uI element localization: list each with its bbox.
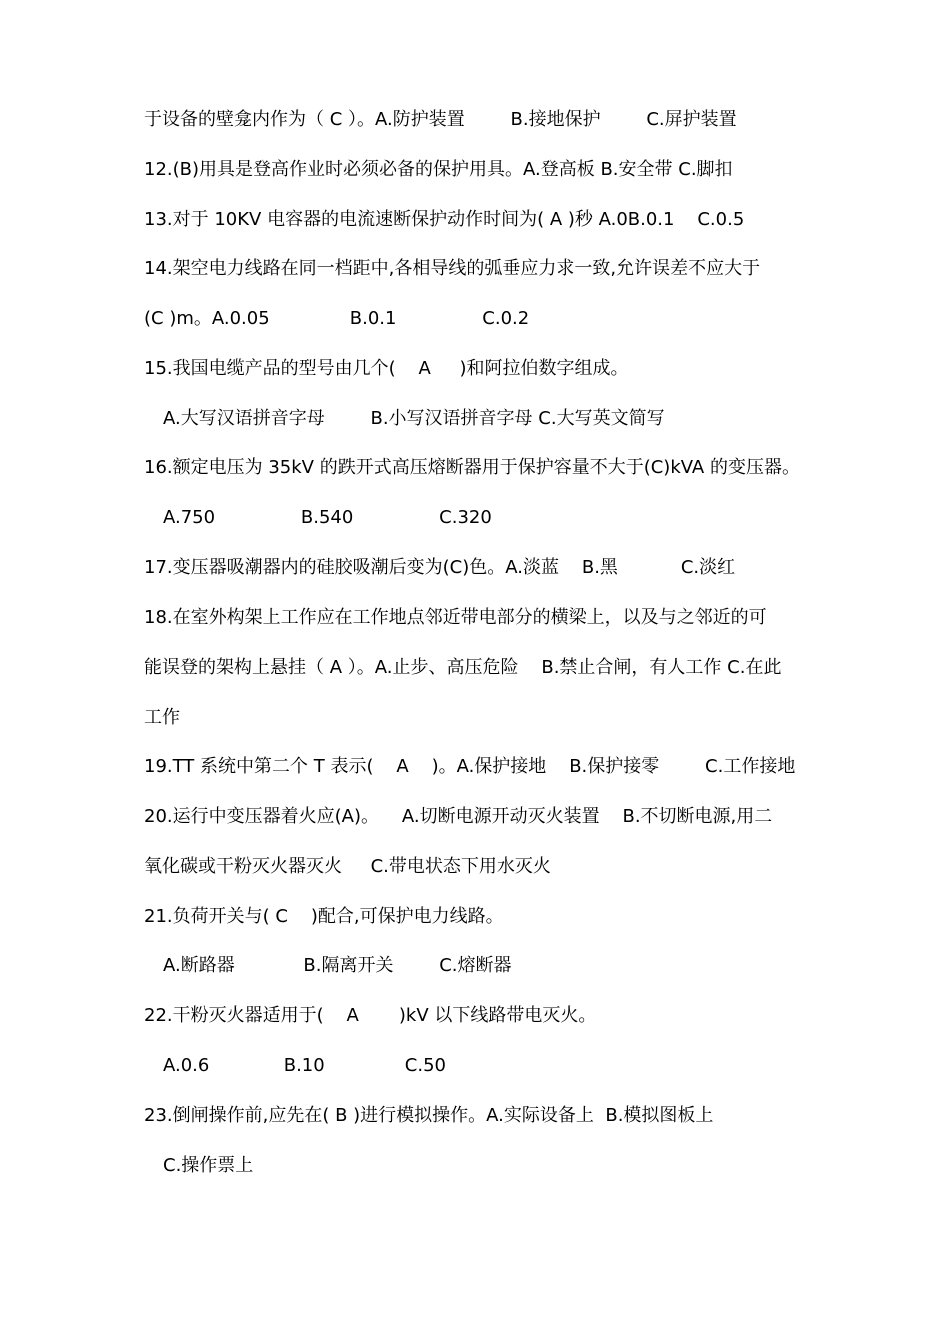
- question-22: 22.干粉灭火器适用于( A )kV 以下线路带电灭火。: [144, 1005, 597, 1026]
- question-19: 19.TT 系统中第二个 T 表示( A )。A.保护接地 B.保护接零 C.工作接地: [144, 756, 796, 777]
- question-16-options: A.750 B.540 C.320: [163, 507, 492, 528]
- question-16: 16.额定电压为 35kV 的跌开式高压熔断器用于保护容量不大于(C)kVA 的变压器。: [144, 457, 800, 478]
- question-20-cont: 氧化碳或干粉灭火器灭火 C.带电状态下用水灭火: [144, 856, 551, 877]
- question-22-options: A.0.6 B.10 C.50: [163, 1055, 446, 1076]
- question-18-cont: 能误登的架构上悬挂（ A ）。A.止步、高压危险 B.禁止合闸，有人工作 C.在此: [144, 657, 782, 678]
- question-18-cont: 工作: [144, 707, 180, 728]
- question-13: 13.对于 10KV 电容器的电流速断保护动作时间为( A )秒 A.0B.0.1 C.0.5: [144, 209, 745, 230]
- question-23-options: C.操作票上: [163, 1155, 254, 1176]
- question-15-options: A.大写汉语拼音字母 B.小写汉语拼音字母 C.大写英文简写: [163, 408, 665, 429]
- question-18: 18.在室外构架上工作应在工作地点邻近带电部分的横梁上，以及与之邻近的可: [144, 607, 767, 628]
- question-14-options: (C )m。A.0.05 B.0.1 C.0.2: [144, 308, 530, 329]
- question-21: 21.负荷开关与( C )配合,可保护电力线路。: [144, 906, 504, 927]
- question-12: 12.(B)用具是登高作业时必须必备的保护用具。A.登高板 B.安全带 C.脚扣: [144, 159, 733, 180]
- question-23: 23.倒闸操作前,应先在( B )进行模拟操作。A.实际设备上 B.模拟图板上: [144, 1105, 714, 1126]
- question-15: 15.我国电缆产品的型号由几个( A )和阿拉伯数字组成。: [144, 358, 629, 379]
- question-17: 17.变压器吸潮器内的硅胶吸潮后变为(C)色。A.淡蓝 B.黑 C.淡红: [144, 557, 736, 578]
- question-20: 20.运行中变压器着火应(A)。 A.切断电源开动灭火装置 B.不切断电源,用二: [144, 806, 773, 827]
- question-14: 14.架空电力线路在同一档距中,各相导线的弧垂应力求一致,允许误差不应大于: [144, 258, 761, 279]
- text-line: 于设备的壁龛内作为（ C ）。A.防护装置 B.接地保护 C.屏护装置: [144, 109, 737, 130]
- question-21-options: A.断路器 B.隔离开关 C.熔断器: [163, 955, 512, 976]
